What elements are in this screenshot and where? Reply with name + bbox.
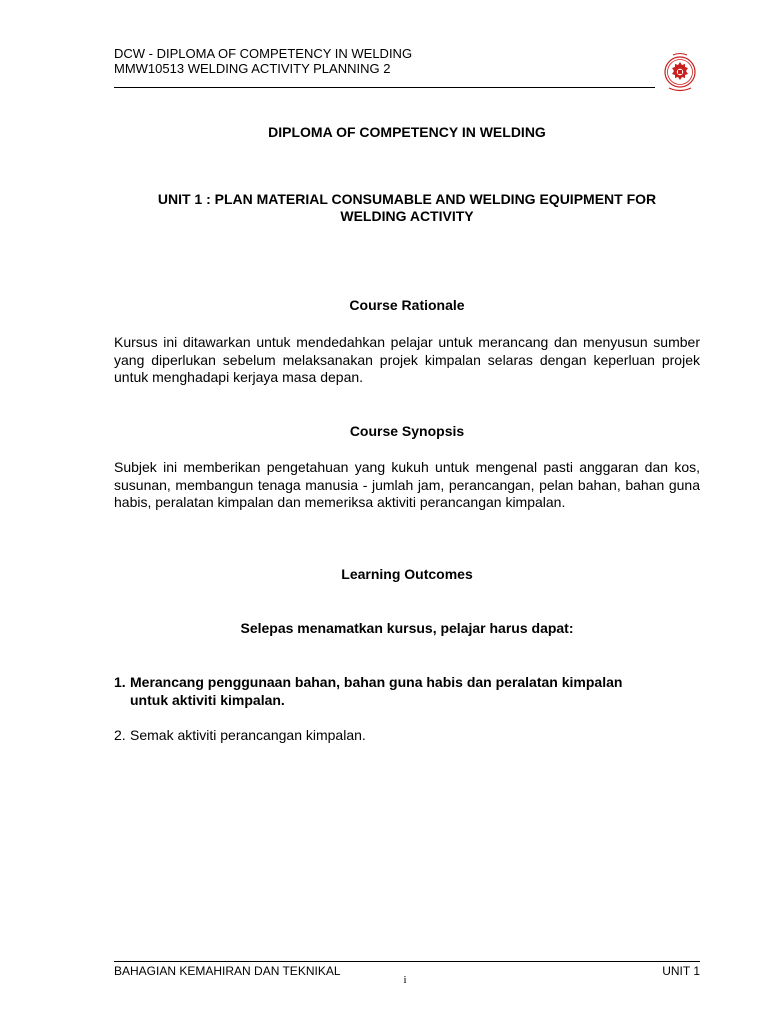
outcome-number: 1. <box>114 674 126 690</box>
institution-gear-logo-icon <box>661 50 699 94</box>
header-rule <box>114 87 655 88</box>
outcomes-heading: Learning Outcomes <box>341 566 473 582</box>
synopsis-heading: Course Synopsis <box>349 423 465 439</box>
outcome-text-line-1: Semak aktiviti perancangan kimpalan. <box>130 727 366 743</box>
footer-department: BAHAGIAN KEMAHIRAN DAN TEKNIKAL <box>114 964 341 978</box>
outcomes-intro: Selepas menamatkan kursus, pelajar harus dapat: <box>240 620 574 636</box>
outcome-text-line-2: untuk aktiviti kimpalan. <box>130 692 285 708</box>
header-module-line: MMW10513 WELDING ACTIVITY PLANNING 2 <box>114 61 391 76</box>
rationale-text: Kursus ini ditawarkan untuk mendedahkan pelajar untuk merancang dan menyusun sumber yang diperlukan sebelum melaksanakan projek kimpalan selaras dengan keperluan projek untuk menghadapi kerjaya masa depan. <box>114 334 700 385</box>
page-number: i <box>403 974 407 986</box>
outcome-number: 2. <box>114 727 126 743</box>
header-course-line: DCW - DIPLOMA OF COMPETENCY IN WELDING <box>114 46 413 61</box>
outcome-text-line-1: Merancang penggunaan bahan, bahan guna habis dan peralatan kimpalan <box>130 674 623 690</box>
footer-rule <box>114 961 700 962</box>
unit-title-line-2: WELDING ACTIVITY <box>340 208 474 224</box>
unit-title-line-1: UNIT 1 : PLAN MATERIAL CONSUMABLE AND WELDING EQUIPMENT FOR <box>157 191 657 207</box>
rationale-heading: Course Rationale <box>349 297 465 313</box>
synopsis-text: Subjek ini memberikan pengetahuan yang kukuh untuk mengenal pasti anggaran dan kos, susunan, membangun tenaga manusia - jumlah jam, perancangan, pelan bahan, bahan guna habis, peralatan kimpalan dan memeriksa aktiviti perancangan kimpalan. <box>114 459 700 510</box>
footer-unit: UNIT 1 <box>662 964 700 978</box>
document-title: DIPLOMA OF COMPETENCY IN WELDING <box>268 124 546 140</box>
